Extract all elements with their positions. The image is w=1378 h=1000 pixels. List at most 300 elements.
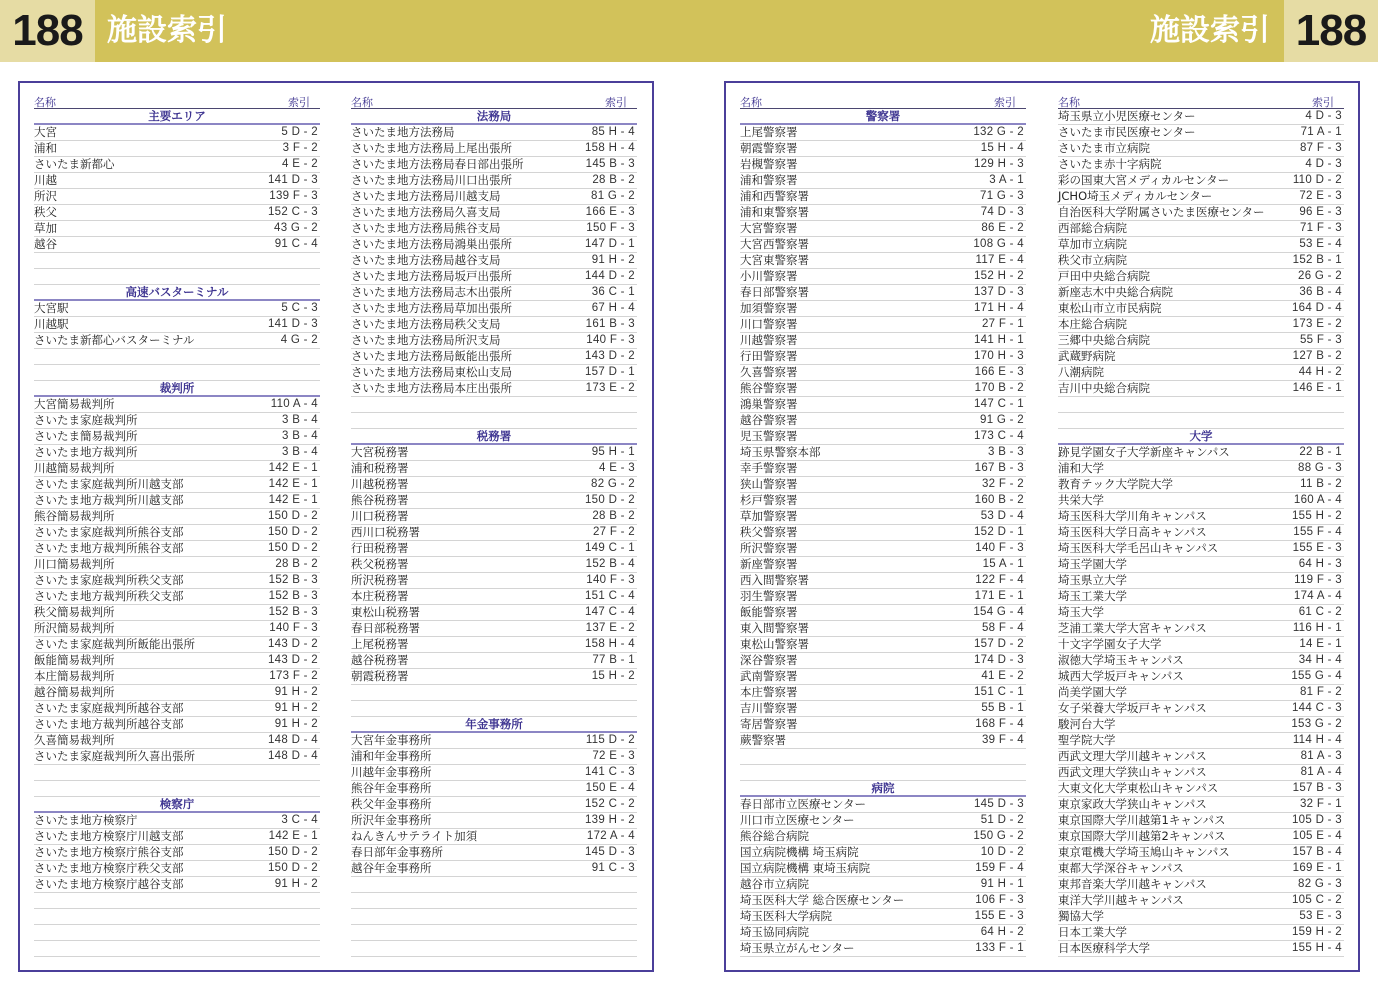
index-entry [351,749,637,765]
column-label-index: 索引 [605,96,627,109]
map-reference: 5 D - 2 [281,126,318,138]
index-entry [1058,573,1344,589]
index-entry [34,333,320,349]
facility-name: 春日部警察署 [740,285,809,299]
index-entry [740,397,1026,413]
facility-name: 浦和税務署 [351,461,409,475]
index-entry [351,813,637,829]
facility-name: さいたま家庭裁判所越谷支部 [34,701,184,715]
facility-name: 埼玉県警察本部 [740,445,821,459]
facility-name: 所沢簡易裁判所 [34,621,115,635]
map-reference: 27 F - 2 [592,526,635,538]
index-entry [34,493,320,509]
section-heading: 病院 [740,781,1026,797]
index-entry [351,301,637,317]
index-entry [351,253,637,269]
map-reference: 171 E - 1 [974,590,1024,602]
facility-name: 武南警察署 [740,669,798,683]
index-entry [351,573,637,589]
facility-name: さいたま地方検察庁川越支部 [34,829,184,843]
map-reference: 110 D - 2 [1292,174,1342,186]
index-entry [1058,189,1344,205]
map-reference: 14 E - 1 [1299,638,1342,650]
facility-name: さいたま市民医療センター [1058,125,1196,139]
map-reference: 55 F - 3 [1299,334,1342,346]
index-entry [740,317,1026,333]
index-entry [740,237,1026,253]
map-reference: 64 H - 3 [1298,558,1342,570]
map-reference: 4 G - 2 [280,334,318,346]
map-reference: 152 B - 1 [1292,254,1342,266]
index-entry [351,861,637,877]
blank-row [1058,397,1344,413]
index-entry [740,637,1026,653]
map-reference: 150 E - 4 [585,782,635,794]
map-reference: 32 F - 1 [1299,798,1342,810]
map-reference: 36 B - 4 [1299,286,1342,298]
facility-name: さいたま地方法務局川口出張所 [351,173,512,187]
facility-name: 彩の国東大宮メディカルセンター [1058,173,1230,187]
facility-name: さいたま地方法務局坂戸出張所 [351,269,512,283]
facility-name: 朝霞警察署 [740,141,798,155]
blank-row [34,253,320,269]
facility-name: 淑徳大学埼玉キャンパス [1058,653,1184,667]
index-entry [351,541,637,557]
map-reference: 95 H - 1 [591,446,635,458]
map-reference: 141 D - 3 [267,174,318,186]
index-entry [351,125,637,141]
map-reference: 150 F - 3 [586,222,635,234]
map-reference: 150 D - 2 [267,510,318,522]
index-entry [1058,685,1344,701]
facility-name: さいたま地方法務局越谷支局 [351,253,501,267]
facility-name: さいたま地方検察庁越谷支部 [34,877,184,891]
blank-row [34,893,320,909]
map-reference: 3 B - 4 [282,430,318,442]
index-entry [1058,701,1344,717]
index-entry [740,477,1026,493]
column-label-name: 名称 [1058,96,1080,109]
index-entry [351,509,637,525]
index-entry [740,669,1026,685]
index-entry [1058,797,1344,813]
facility-name: 鴻巣警察署 [740,397,798,411]
map-reference: 3 C - 4 [281,814,318,826]
facility-name: 所沢年金事務所 [351,813,432,827]
index-entry [1058,845,1344,861]
index-entry [351,205,637,221]
facility-name: 埼玉県立がんセンター [740,941,855,955]
index-entry [1058,829,1344,845]
index-entry [34,621,320,637]
index-entry [34,317,320,333]
facility-name: 川口市立医療センター [740,813,855,827]
facility-name: 浦和東警察署 [740,205,809,219]
map-reference: 154 G - 4 [973,606,1024,618]
facility-name: さいたま地方検察庁 [34,813,138,827]
facility-name: 日本工業大学 [1058,925,1127,939]
facility-name: さいたま地方法務局上尾出張所 [351,141,512,155]
facility-name: 岩槻警察署 [740,157,798,171]
map-reference: 44 H - 2 [1298,366,1342,378]
facility-name: 本庄警察署 [740,685,798,699]
index-entry [351,797,637,813]
map-reference: 152 H - 2 [973,270,1024,282]
map-reference: 34 H - 4 [1298,654,1342,666]
map-reference: 140 F - 3 [586,574,635,586]
facility-name: 東京国際大学川越第1キャンパス [1058,813,1226,827]
map-reference: 155 G - 4 [1291,670,1342,682]
facility-name: 越谷市立病院 [740,877,809,891]
facility-name: 埼玉県立小児医療センター [1058,109,1196,123]
map-reference: 91 H - 2 [274,686,318,698]
map-reference: 144 D - 2 [584,270,635,282]
index-entry [34,733,320,749]
facility-name: 大宮簡易裁判所 [34,397,115,411]
index-entry [740,685,1026,701]
index-column [740,95,1026,957]
map-reference: 105 C - 2 [1291,894,1342,906]
map-reference: 5 C - 3 [281,302,318,314]
column-label-name: 名称 [740,96,762,109]
facility-name: 大宮東警察署 [740,253,809,267]
map-reference: 172 A - 4 [586,830,635,842]
index-entry [351,269,637,285]
facility-name: 大宮年金事務所 [351,733,432,747]
facility-name: 小川警察署 [740,269,798,283]
map-reference: 157 B - 3 [1292,782,1342,794]
index-entry [34,141,320,157]
index-entry [351,605,637,621]
facility-name: 川口税務署 [351,509,409,523]
index-entry [34,509,320,525]
index-entry [740,509,1026,525]
facility-name: 熊谷年金事務所 [351,781,432,795]
facility-name: さいたま地方法務局東松山支局 [351,365,512,379]
index-entry [351,333,637,349]
map-reference: 72 E - 3 [592,750,635,762]
map-reference: 96 E - 3 [1299,206,1342,218]
facility-name: 獨協大学 [1058,909,1104,923]
index-entry [34,605,320,621]
map-reference: 164 D - 4 [1291,302,1342,314]
map-reference: 141 D - 3 [267,318,318,330]
map-reference: 152 C - 3 [267,206,318,218]
facility-name: 尚美学園大学 [1058,685,1127,699]
facility-name: 秩父簡易裁判所 [34,605,115,619]
index-entry [740,189,1026,205]
index-entry [1058,541,1344,557]
map-reference: 150 D - 2 [267,526,318,538]
index-entry [1058,349,1344,365]
map-reference: 170 H - 3 [973,350,1024,362]
index-entry [34,429,320,445]
index-entry [1058,925,1344,941]
map-reference: 157 B - 4 [1292,846,1342,858]
map-reference: 159 F - 4 [975,862,1024,874]
facility-name: 埼玉医科大学日高キャンパス [1058,525,1207,539]
facility-name: 越谷 [34,237,57,251]
index-entry [1058,781,1344,797]
facility-name: 所沢税務署 [351,573,409,587]
facility-name: 川越簡易裁判所 [34,461,115,475]
map-reference: 152 C - 2 [584,798,635,810]
map-reference: 150 D - 2 [267,862,318,874]
index-entry [1058,221,1344,237]
facility-name: 幸手警察署 [740,461,798,475]
index-entry [34,477,320,493]
blank-row [34,365,320,381]
map-reference: 3 B - 4 [282,446,318,458]
column-header [351,95,637,109]
facility-name: 国立病院機構 埼玉病院 [740,845,859,859]
map-reference: 105 D - 3 [1291,814,1342,826]
index-entry [34,173,320,189]
index-entry [34,573,320,589]
section-heading: 税務署 [351,429,637,445]
index-entry [740,269,1026,285]
map-reference: 145 B - 3 [585,158,635,170]
index-entry [1058,157,1344,173]
index-entry [1058,637,1344,653]
facility-name: 行田警察署 [740,349,798,363]
facility-name: 本庄総合病院 [1058,317,1127,331]
map-reference: 144 C - 3 [1291,702,1342,714]
map-reference: 158 H - 4 [584,142,635,154]
index-entry [351,285,637,301]
facility-name: 西武文理大学狭山キャンパス [1058,765,1207,779]
facility-name: さいたま地方検察庁秩父支部 [34,861,184,875]
facility-name: 吉川警察署 [740,701,798,715]
index-column [1058,95,1344,957]
index-entry [1058,253,1344,269]
index-entry [34,301,320,317]
index-entry [351,381,637,397]
column-label-index: 索引 [1312,96,1334,109]
facility-name: 新座志木中央総合病院 [1058,285,1173,299]
map-reference: 15 H - 4 [980,142,1024,154]
facility-name: さいたま家庭裁判所秩父支部 [34,573,184,587]
index-entry [1058,317,1344,333]
index-entry [1058,749,1344,765]
facility-name: 川口警察署 [740,317,798,331]
index-entry [1058,141,1344,157]
facility-name: 川口簡易裁判所 [34,557,115,571]
facility-name: さいたま地方法務局所沢支局 [351,333,501,347]
map-reference: 28 B - 2 [275,558,318,570]
section-heading: 検察庁 [34,797,320,813]
facility-name: 埼玉大学 [1058,605,1104,619]
map-reference: 3 F - 2 [282,142,318,154]
facility-name: さいたま地方法務局春日部出張所 [351,157,524,171]
page-number-left: 188 [0,0,95,62]
facility-name: さいたま家庭裁判所川越支部 [34,477,184,491]
facility-name: さいたま地方法務局鴻巣出張所 [351,237,512,251]
column-label-name: 名称 [351,96,373,109]
facility-name: 大宮税務署 [351,445,409,459]
facility-name: 埼玉県立大学 [1058,573,1127,587]
column-label-index: 索引 [288,96,310,109]
facility-name: 行田税務署 [351,541,409,555]
blank-row [34,781,320,797]
index-entry [351,477,637,493]
map-reference: 3 B - 4 [282,414,318,426]
map-reference: 82 G - 2 [591,478,635,490]
facility-name: 大宮駅 [34,301,69,315]
facility-name: 大東文化大学東松山キャンパス [1058,781,1219,795]
index-entry [34,669,320,685]
facility-name: さいたま地方法務局秩父支局 [351,317,501,331]
index-entry [740,333,1026,349]
facility-name: 草加市立病院 [1058,237,1127,251]
map-reference: 85 H - 4 [591,126,635,138]
map-reference: 169 E - 1 [1292,862,1342,874]
map-reference: 153 G - 2 [1291,718,1342,730]
map-reference: 142 E - 1 [268,494,318,506]
index-entry [351,765,637,781]
map-reference: 53 E - 4 [1299,238,1342,250]
facility-name: 上尾税務署 [351,637,409,651]
map-reference: 64 H - 2 [980,926,1024,938]
section-heading: 大学 [1058,429,1344,445]
index-entry [1058,653,1344,669]
map-reference: 147 C - 1 [973,398,1024,410]
index-entry [351,173,637,189]
facility-name: さいたま地方裁判所越谷支部 [34,717,184,731]
facility-name: 川越年金事務所 [351,765,432,779]
blank-row [351,909,637,925]
facility-name: 大宮西警察署 [740,237,809,251]
facility-name: さいたま家庭裁判所飯能出張所 [34,637,195,651]
facility-name: 熊谷警察署 [740,381,798,395]
facility-name: 秩父 [34,205,57,219]
index-entry [1058,589,1344,605]
map-reference: 4 D - 3 [1305,110,1342,122]
index-entry [34,557,320,573]
map-reference: 139 H - 2 [584,814,635,826]
map-reference: 174 A - 4 [1293,590,1342,602]
facility-name: ねんきんサテライト加須 [351,829,478,843]
index-entry [740,909,1026,925]
map-reference: 159 H - 2 [1291,926,1342,938]
facility-name: 草加 [34,221,57,235]
blank-row [351,893,637,909]
index-entry [351,525,637,541]
index-entry [1058,333,1344,349]
facility-name: 東松山税務署 [351,605,420,619]
index-entry [740,157,1026,173]
map-reference: 141 H - 1 [973,334,1024,346]
index-entry [740,605,1026,621]
facility-name: さいたま地方法務局久喜支局 [351,205,501,219]
map-reference: 10 D - 2 [980,846,1024,858]
index-entry [34,205,320,221]
facility-name: 埼玉協同病院 [740,925,809,939]
column-header [34,95,320,109]
map-reference: 3 A - 1 [989,174,1024,186]
facility-name: 東都大学深谷キャンパス [1058,861,1184,875]
map-reference: 148 D - 4 [267,734,318,746]
map-reference: 140 F - 3 [586,334,635,346]
index-entry [1058,669,1344,685]
blank-row [34,909,320,925]
index-entry [1058,557,1344,573]
map-reference: 146 E - 1 [1292,382,1342,394]
facility-name: 秩父警察署 [740,525,798,539]
facility-name: 戸田中央総合病院 [1058,269,1150,283]
index-entry [1058,493,1344,509]
index-entry [740,493,1026,509]
facility-name: 武蔵野病院 [1058,349,1116,363]
index-entry [34,189,320,205]
map-reference: 91 H - 2 [274,718,318,730]
index-entry [740,925,1026,941]
index-entry [740,141,1026,157]
index-entry [34,877,320,893]
facility-name: 上尾警察署 [740,125,798,139]
map-reference: 149 C - 1 [584,542,635,554]
map-reference: 91 G - 2 [980,414,1024,426]
facility-name: 大宮 [34,125,57,139]
map-reference: 155 H - 4 [1291,942,1342,954]
facility-name: さいたま地方法務局 [351,125,455,139]
map-reference: 166 E - 3 [974,366,1024,378]
index-entry [1058,909,1344,925]
index-column [351,95,637,957]
section-heading: 高速バスターミナル [34,285,320,301]
index-entry [740,941,1026,957]
index-entry [1058,237,1344,253]
blank-row [34,941,320,957]
map-reference: 143 D - 2 [584,350,635,362]
facility-name: 狭山警察署 [740,477,798,491]
facility-name: 芝浦工業大学大宮キャンパス [1058,621,1207,635]
map-reference: 53 D - 4 [980,510,1024,522]
index-entry [34,845,320,861]
map-reference: 67 H - 4 [591,302,635,314]
map-reference: 88 G - 3 [1298,462,1342,474]
facility-name: 川越税務署 [351,477,409,491]
index-entry [740,445,1026,461]
index-entry [740,845,1026,861]
facility-name: さいたま家庭裁判所 [34,413,138,427]
index-entry [740,861,1026,877]
facility-name: 駿河台大学 [1058,717,1116,731]
index-entry [351,141,637,157]
facility-name: 川越 [34,173,57,187]
map-reference: 167 B - 3 [974,462,1024,474]
index-entry [351,653,637,669]
facility-name: さいたま地方法務局草加出張所 [351,301,512,315]
blank-row [351,877,637,893]
map-reference: 26 G - 2 [1298,270,1342,282]
index-entry [351,349,637,365]
map-reference: 91 H - 2 [591,254,635,266]
facility-name: さいたま地方法務局川越支局 [351,189,501,203]
index-entry [740,813,1026,829]
facility-name: さいたま新都心 [34,157,115,171]
map-reference: 160 B - 2 [974,494,1024,506]
map-reference: 86 E - 2 [981,222,1024,234]
map-reference: 11 B - 2 [1300,478,1342,490]
index-entry [351,557,637,573]
facility-name: 越谷年金事務所 [351,861,432,875]
facility-name: さいたま家庭裁判所久喜出張所 [34,749,195,763]
index-entry [34,701,320,717]
facility-name: さいたま赤十字病院 [1058,157,1162,171]
blank-row [34,765,320,781]
facility-name: さいたま地方裁判所熊谷支部 [34,541,184,555]
